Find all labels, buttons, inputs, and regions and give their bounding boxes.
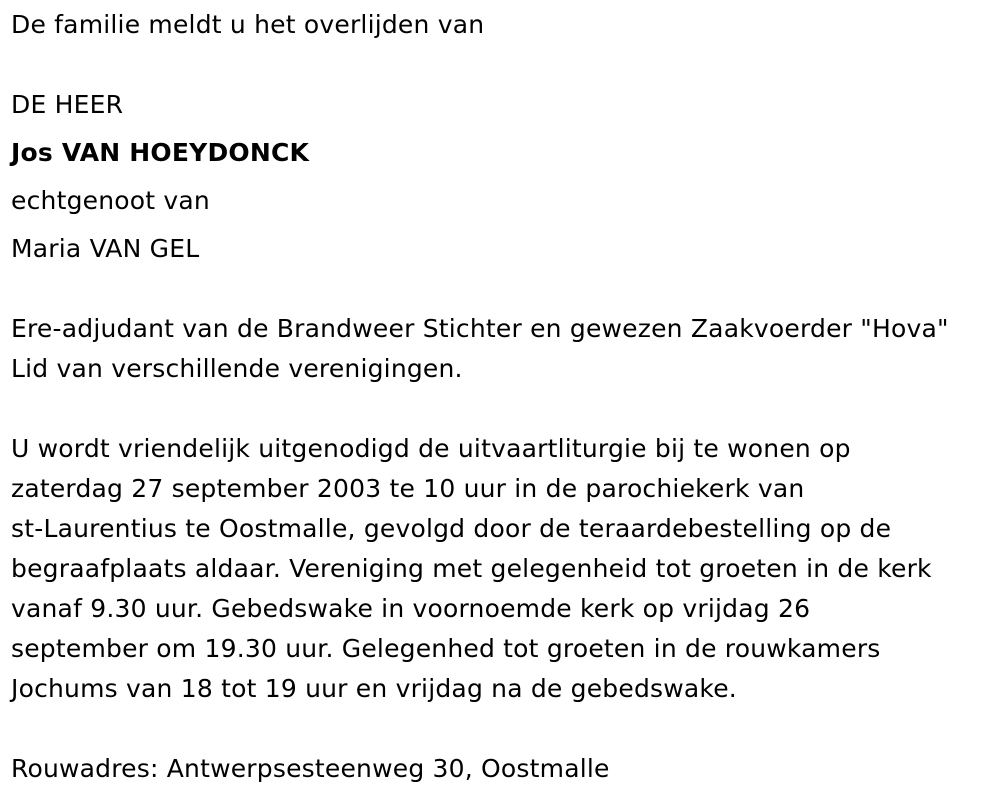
address-text: Rouwadres: Antwerpsesteenweg 30, Oostmalle xyxy=(11,754,610,783)
spouse-name: Maria VAN GEL xyxy=(11,234,200,263)
funeral-line: st-Laurentius te Oostmalle, gevolgd door de teraardebestelling op de xyxy=(11,514,892,543)
intro-text: De familie meldt u het overlijden van xyxy=(11,10,485,39)
title-text: DE HEER xyxy=(11,90,124,119)
funeral-line: begraafplaats aldaar. Vereniging met gelegenheid tot groeten in de kerk xyxy=(11,554,932,583)
funeral-line: vanaf 9.30 uur. Gebedswake in voornoemde kerk op vrijdag 26 xyxy=(11,594,811,623)
bio-line: Ere-adjudant van de Brandweer Stichter en gewezen Zaakvoerder "Hova" xyxy=(11,314,949,343)
funeral-line: Jochums van 18 tot 19 uur en vrijdag na de gebedswake. xyxy=(11,674,737,703)
funeral-line: zaterdag 27 september 2003 te 10 uur in de parochiekerk van xyxy=(11,474,805,503)
relation-text: echtgenoot van xyxy=(11,186,210,215)
funeral-line: U wordt vriendelijk uitgenodigd de uitvaartliturgie bij te wonen op xyxy=(11,434,851,463)
deceased-name: Jos VAN HOEYDONCK xyxy=(11,138,310,167)
funeral-line: september om 19.30 uur. Gelegenhed tot groeten in de rouwkamers xyxy=(11,634,881,663)
bio-line: Lid van verschillende verenigingen. xyxy=(11,354,463,383)
